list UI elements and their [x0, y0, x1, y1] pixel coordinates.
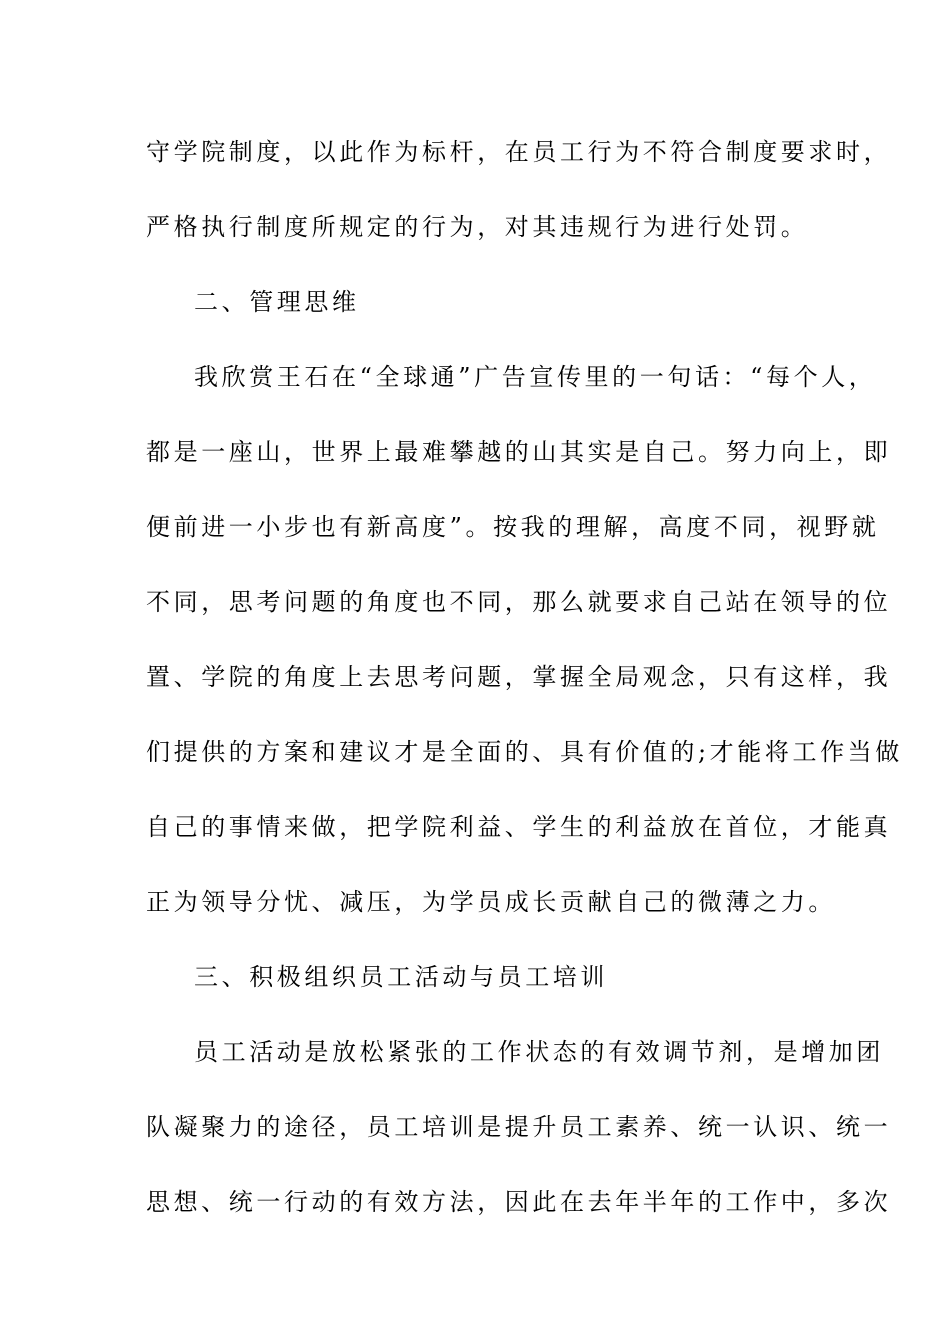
paragraph-line: 队凝聚力的途径，员工培训是提升员工素养、统一认识、统一	[146, 1113, 892, 1141]
paragraph-line: 我欣赏王石在“全球通”广告宣传里的一句话：“每个人，	[194, 363, 877, 391]
section-heading: 二、管理思维	[194, 288, 360, 316]
section-heading: 三、积极组织员工活动与员工培训	[194, 963, 608, 991]
paragraph-line: 员工活动是放松紧张的工作状态的有效调节剂，是增加团	[194, 1038, 884, 1066]
paragraph-line: 都是一座山，世界上最难攀越的山其实是自己。努力向上，即	[146, 438, 892, 466]
paragraph-line: 正为领导分忧、减压，为学员成长贡献自己的微薄之力。	[146, 888, 836, 916]
paragraph-line: 们提供的方案和建议才是全面的、具有价值的;才能将工作当做	[146, 738, 903, 766]
paragraph-line: 思想、统一行动的有效方法，因此在去年半年的工作中，多次	[146, 1188, 892, 1216]
paragraph-line: 不同，思考问题的角度也不同，那么就要求自己站在领导的位	[146, 588, 892, 616]
paragraph-line: 严格执行制度所规定的行为，对其违规行为进行处罚。	[146, 213, 809, 241]
paragraph-line: 守学院制度，以此作为标杆，在员工行为不符合制度要求时，	[146, 138, 892, 166]
paragraph-line: 便前进一小步也有新高度”。按我的理解，高度不同，视野就	[146, 513, 880, 541]
paragraph-line: 置、学院的角度上去思考问题，掌握全局观念，只有这样，我	[146, 663, 892, 691]
paragraph-line: 自己的事情来做，把学院利益、学生的利益放在首位，才能真	[146, 813, 892, 841]
